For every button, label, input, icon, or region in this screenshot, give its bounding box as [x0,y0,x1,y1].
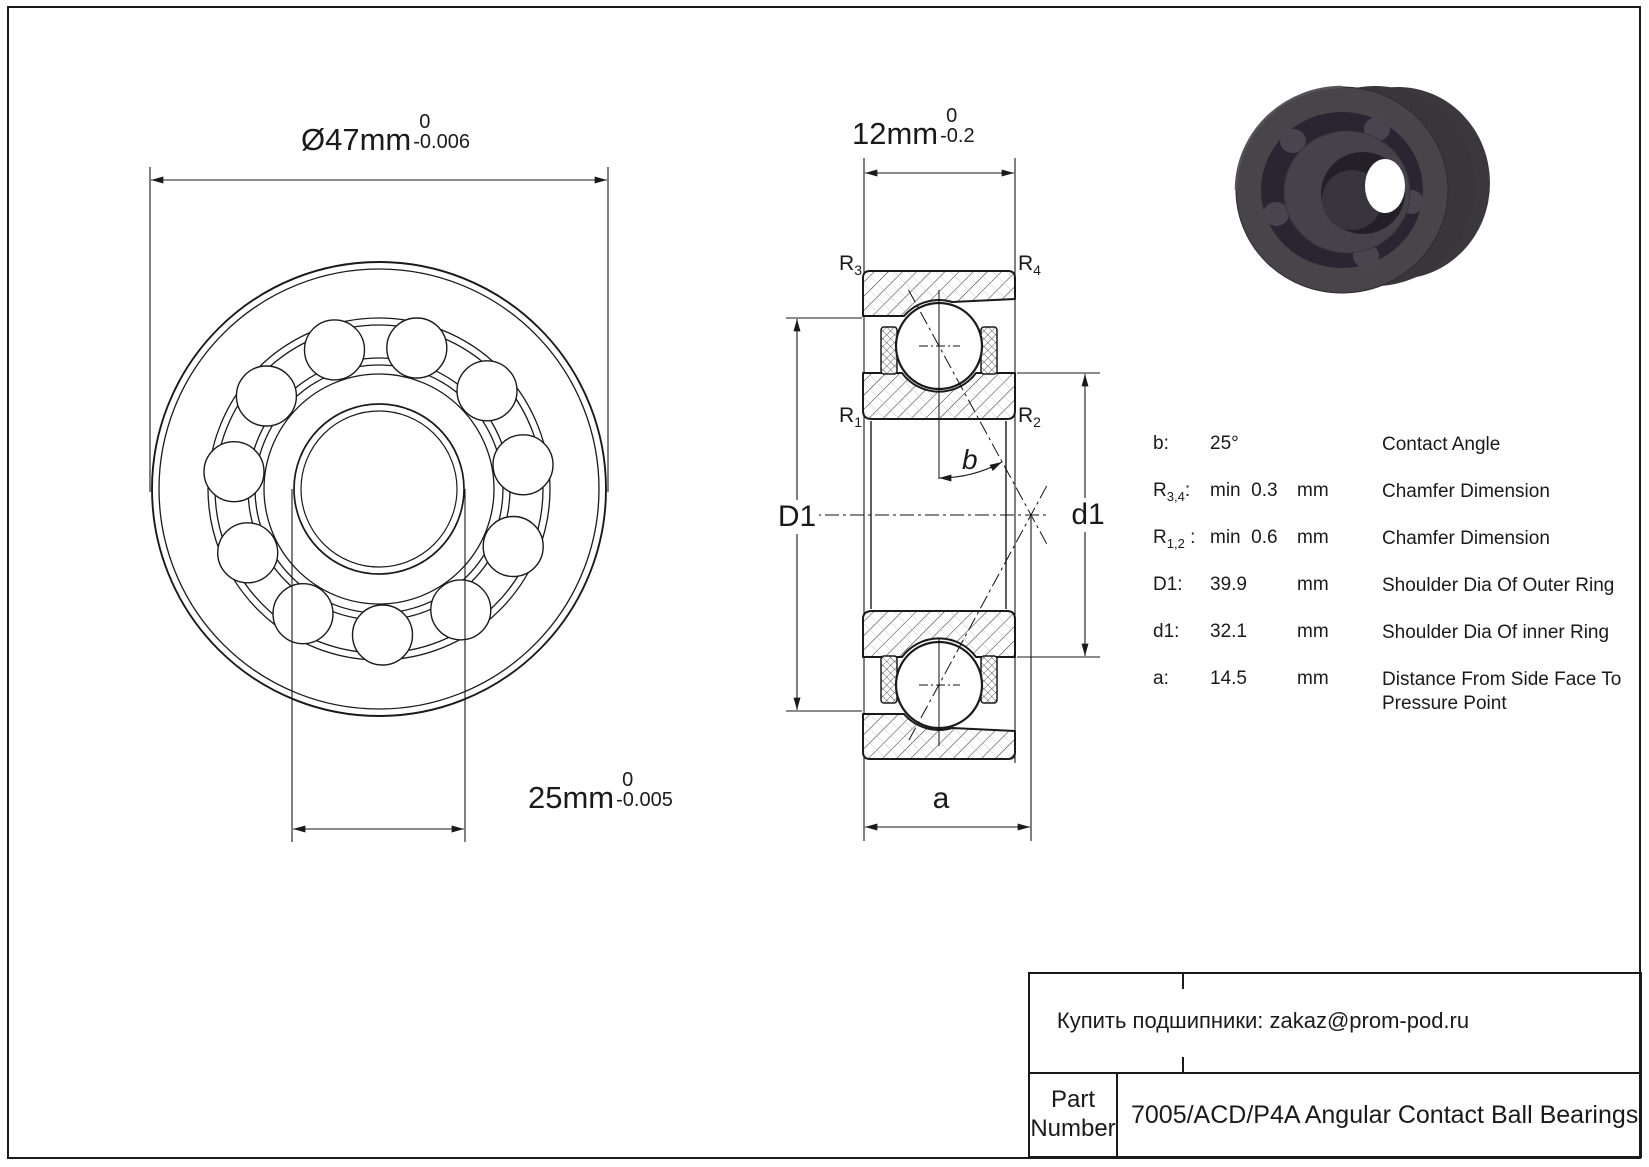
od-dimension-label [301,111,470,162]
bore-dimension-label [528,769,673,820]
title-block-part-row [1030,1072,1640,1156]
title-block-contact-cell [1030,974,1640,1072]
bearing-drawing-sheet: Ø47mm 0 -0.006 12mm 0 -0.2 25mm 0 -0.005 D1 d1 a b $R_3$ $R_4$ $R_1$ $R_2$ b: 25° Contact Angle $R_{3,4}$: min 0.3 mm Chamfer Dimension $R_{1,2}$ : min 0.6 mm Chamfer Dimension D1: 39.9 mm Shoulder Dia Of Outer Ring d1: 32.1 mm Shoulder Dia Of inner Ring a: 14.5 mm Distance From Side Face To Pressure Point Купить подшипники: zakaz@prom-pod.ru Part Number 7005/ACD/P4A Angular Contact Ball Bearings [0,0,1649,1167]
label-R2: $R_2$ [1018,404,1041,431]
width-dimension-label [852,105,975,156]
part-number-value: 7005/ACD/P4A Angular Contact Ball Bearings [1131,1100,1639,1129]
registration-tick [1182,974,1184,989]
bore-tolerance: 0 -0.005 [616,769,673,811]
title-block [1028,972,1642,1158]
width-value: 12mm [852,116,939,151]
label-a: a [932,782,950,815]
label-R1: $R_1$ [839,404,862,431]
contact-email-text: Купить подшипники: zakaz@prom-pod.ru [1056,1008,1470,1033]
part-number-label-cell: Part Number [1030,1074,1118,1156]
label-D1: D1 [775,500,819,534]
od-tolerance: 0 -0.006 [413,111,470,153]
label-b: b [962,444,978,475]
od-value: Ø47mm [301,122,412,157]
label-R4: $R_4$ [1018,252,1041,279]
registration-tick [1182,1057,1184,1072]
label-R3: $R_3$ [839,252,862,279]
width-tolerance: 0 -0.2 [940,105,975,147]
label-d1: d1 [1068,498,1107,532]
bore-value: 25mm [528,780,615,815]
